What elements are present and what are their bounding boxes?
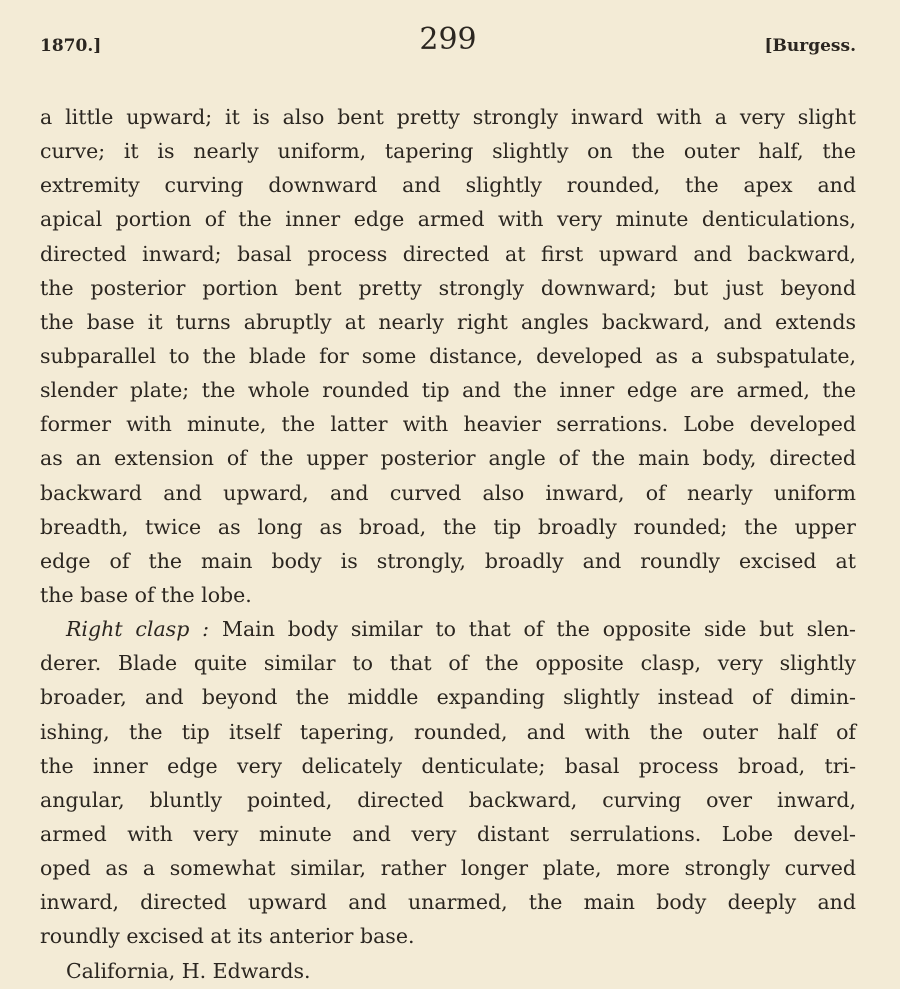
text-line: the posterior portion bent pretty strongly downward; but just beyond bbox=[40, 275, 856, 300]
page-number: 299 bbox=[419, 22, 477, 57]
text-line: breadth, twice as long as broad, the tip broadly rounded; the upper bbox=[40, 514, 856, 539]
text-line: broader, and beyond the middle expanding slightly instead of dimin- bbox=[40, 685, 856, 710]
right-clasp-first-line-text: Main body similar to that of the opposite side but slen- bbox=[209, 617, 856, 642]
text-line: as an extension of the upper posterior angle of the main body, directed bbox=[40, 446, 856, 471]
text-line: apical portion of the inner edge armed with very minute denticulations, bbox=[40, 207, 856, 232]
text-line: derer. Blade quite similar to that of the opposite clasp, very slightly bbox=[40, 651, 856, 676]
text-line: roundly excised at its anterior base. bbox=[40, 924, 415, 949]
body-text bbox=[40, 100, 856, 988]
text-line: slender plate; the whole rounded tip and the inner edge are armed, the bbox=[40, 378, 856, 403]
text-line: former with minute, the latter with heavier serrations. Lobe developed bbox=[40, 412, 856, 437]
text-line: the base of the lobe. bbox=[40, 582, 252, 607]
text-line: the base it turns abruptly at nearly right angles backward, and extends bbox=[40, 309, 856, 334]
text-line: subparallel to the blade for some distance, developed as a subspatulate, bbox=[40, 343, 856, 368]
text-line: curve; it is nearly uniform, tapering slightly on the outer half, the bbox=[40, 139, 856, 164]
text-line: directed inward; basal process directed at first upward and backward, bbox=[40, 241, 856, 266]
right-clasp-label: Right clasp : bbox=[66, 617, 210, 642]
text-line: edge of the main body is strongly, broadly and roundly excised at bbox=[40, 548, 856, 573]
header-author: [Burgess. bbox=[764, 36, 856, 56]
text-line: armed with very minute and very distant serrulations. Lobe devel- bbox=[40, 821, 856, 846]
text-line: a little upward; it is also bent pretty strongly inward with a very slight bbox=[40, 105, 856, 129]
locality: California, H. Edwards. bbox=[66, 958, 311, 983]
header-year: 1870.] bbox=[40, 36, 102, 56]
text-line: angular, bluntly pointed, directed backward, curving over inward, bbox=[40, 787, 856, 812]
text-line: the inner edge very delicately denticulate; basal process broad, tri- bbox=[40, 753, 856, 778]
text-line: inward, directed upward and unarmed, the main body deeply and bbox=[40, 890, 856, 915]
text-line: ishing, the tip itself tapering, rounded, and with the outer half of bbox=[40, 719, 856, 744]
text-line: backward and upward, and curved also inward, of nearly uniform bbox=[40, 480, 856, 505]
text-line: extremity curving downward and slightly rounded, the apex and bbox=[40, 173, 856, 198]
running-header bbox=[40, 22, 856, 62]
right-clasp-first-line bbox=[40, 612, 856, 646]
text-line: oped as a somewhat similar, rather longer plate, more strongly curved bbox=[40, 856, 856, 881]
